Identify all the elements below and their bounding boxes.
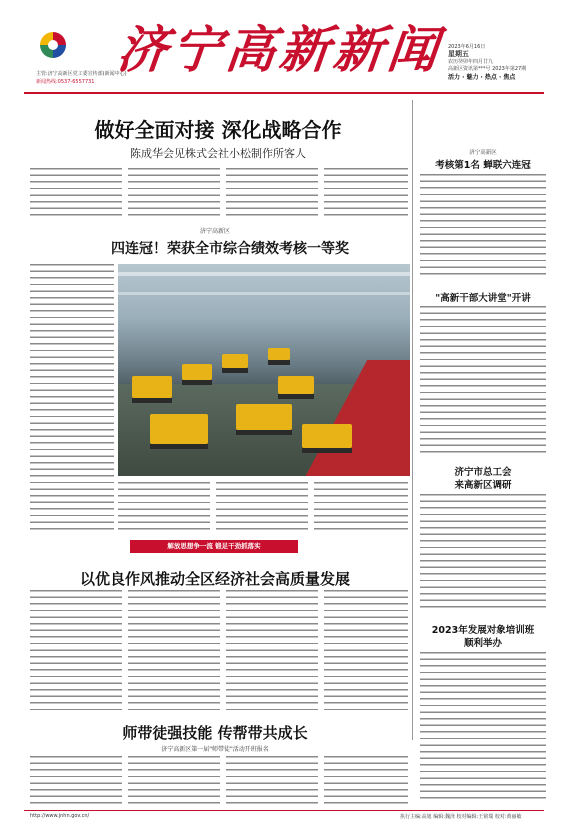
bulldozer [222, 354, 248, 368]
bulldozer [278, 376, 314, 394]
photo-beam [118, 292, 410, 295]
slogan: 活力 · 魅力 · 热点 · 焦点 [448, 73, 516, 81]
photo-beam [118, 272, 410, 276]
section3-body-col1 [30, 756, 122, 806]
footer-url[interactable]: http://www.jnhn.gov.cn/ [30, 813, 90, 819]
right-item1-kicker: 济宁高新区 [469, 150, 497, 156]
section3-subhead: 济宁高新区第一届"师带徒"活动开班报名 [161, 746, 269, 753]
lead-body-col2 [128, 168, 220, 220]
issue-date: 2023年6月16日 [448, 44, 486, 50]
logo-icon [40, 32, 66, 58]
lead-body-col3 [226, 168, 318, 220]
lead-headline: 做好全面对接 深化战略合作 [94, 118, 342, 142]
factory-photo [118, 264, 410, 476]
footer-staff: 执行主编:高旭 编辑:魏泽 校对编辑:王铭瑞 校对:黄丽敏 [400, 814, 522, 820]
bulldozer [150, 414, 208, 444]
bulldozer [236, 404, 292, 430]
issue-info [448, 44, 558, 81]
campaign-banner: 解放思想争一流 锻足干劲抓落实 [130, 540, 298, 553]
section2-headline: 以优良作风推动全区经济社会高质量发展 [79, 570, 350, 588]
hotline: 新闻热线:0537-6557731 [36, 79, 95, 85]
lead-subhead: 陈成华会见株式会社小松制作所客人 [130, 147, 306, 160]
right-item4-headline-line1: 2023年发展对象培训班 [431, 625, 535, 636]
right-item2-headline: "高新干部大讲堂"开讲 [435, 293, 531, 304]
masthead-rule [24, 92, 544, 94]
section1-body-bottom-3 [314, 482, 408, 530]
right-item1-body [420, 174, 546, 278]
section2-body-col1 [30, 590, 122, 714]
right-item2-body [420, 306, 546, 456]
bulldozer [182, 364, 212, 380]
bulldozer [132, 376, 172, 398]
section3-headline: 师带徒强技能 传帮带共成长 [122, 724, 308, 742]
sponsor-line: 主管:济宁高新区党工委宣传部(新闻中心) [36, 71, 127, 77]
section2-body-col3 [226, 590, 318, 714]
right-item3-body [420, 494, 546, 610]
section1-body-left [30, 264, 114, 532]
issue-number: 高新区资讯第***号 2023年第27期 [448, 66, 527, 73]
section2-body-col2 [128, 590, 220, 714]
newspaper-title: 济宁高新新闻 [114, 20, 445, 79]
right-item4-headline-line2: 顺利举办 [463, 638, 502, 649]
bulldozer [302, 424, 352, 448]
section1-headline: 四连冠！荣获全市综合绩效考核一等奖 [111, 241, 349, 257]
lead-body-col4 [324, 168, 408, 220]
masthead [0, 0, 565, 92]
right-item3-headline-line1: 济宁市总工会 [454, 467, 512, 478]
lead-body-col1 [30, 168, 122, 220]
right-item4-body [420, 652, 546, 804]
bulldozer [268, 348, 290, 360]
section1-body-bottom-1 [118, 482, 210, 530]
section1-kicker: 济宁高新区 [200, 228, 231, 235]
right-item1-headline: 考核第1名 蝉联六连冠 [435, 160, 531, 171]
section3-body-col3 [226, 756, 318, 806]
lunar-date: 农历癸卯年四月廿九 [448, 58, 494, 65]
section3-body-col2 [128, 756, 220, 806]
section1-body-bottom-2 [216, 482, 308, 530]
footer-rule [24, 810, 544, 811]
weekday: 星期五 [448, 50, 469, 59]
right-item3-headline-line2: 来高新区调研 [454, 480, 512, 491]
column-divider [412, 100, 413, 740]
section2-body-col4 [324, 590, 408, 714]
section3-body-col4 [324, 756, 408, 806]
